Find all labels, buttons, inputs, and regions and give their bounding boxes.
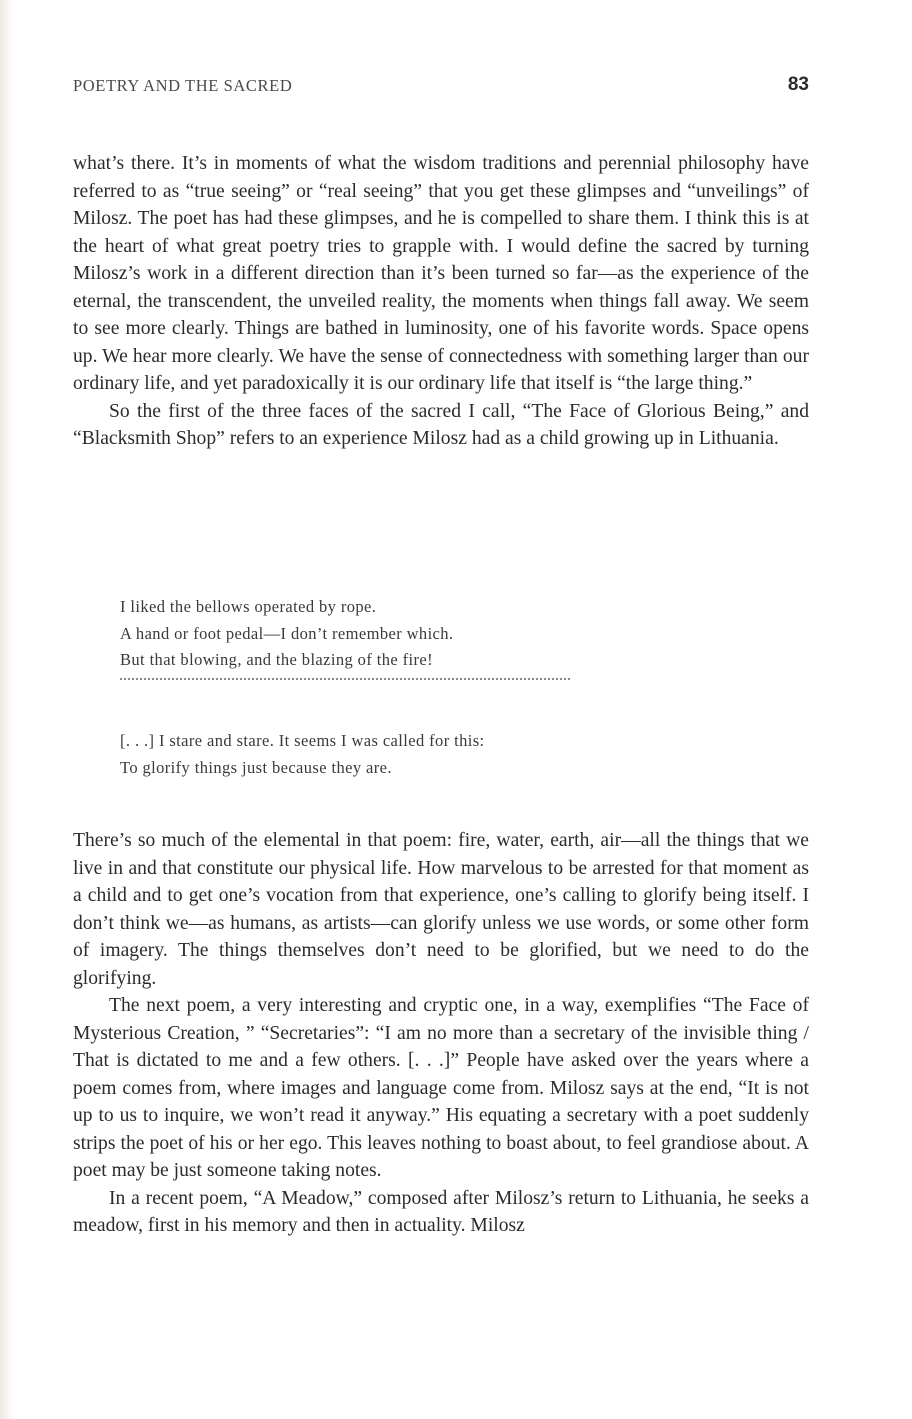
paragraph: So the first of the three faces of the sacred I call, “The Face of Glorious Being,” and “Blacksmith Shop” refers to an experience Milosz had as a child growing up in Lithuania.	[73, 400, 809, 449]
poem-excerpt-stanza-1	[120, 594, 640, 674]
paragraph: There’s so much of the elemental in that poem: fire, water, earth, air—all the things that we live in and that constitute our physical life. How marvelous to be arrested for that moment as a child and to get one’s vocation from that experience, one’s calling to glorify being itself. I don’t think we—as humans, as artists—can glorify unless we use words, or some other form of imagery. The things themselves don’t need to be glorified, but we need to do the glorifying.	[73, 830, 809, 989]
verse-omission-dots	[120, 678, 570, 684]
poem-excerpt-stanza-2	[120, 728, 640, 781]
running-header	[73, 76, 809, 100]
paragraph: The next poem, a very interesting and cryptic one, in a way, exemplifies “The Face of Mysterious Creation, ” “Secretaries”: “I am no more than a secretary of the invisible thing / That is dictated to me and a few others. [. . .]” People have asked over the years where a poem comes from, where images and language come from. Milosz says at the end, “It is not up to us to inquire, we won’t read it anyway.” His equating a secretary with a poet suddenly strips the poet of his or her ego. This leaves nothing to boast about, to feel grandiose about. A poet may be just someone taking notes.	[73, 995, 809, 1181]
verse-line: I liked the bellows operated by rope.	[120, 597, 377, 616]
verse-line: [. . .] I stare and stare. It seems I was called for this:	[120, 731, 485, 750]
paragraph: what’s there. It’s in moments of what the wisdom traditions and perennial philosophy have referred to as “true seeing” or “real seeing” that you get these glimpses and “unveilings” of Milosz. The poet has had these glimpses, and he is compelled to share them. I think this is at the heart of what great poetry tries to grapple with. I would define the sacred by turning Milosz’s work in a different direction than it’s been turned so far—as the experience of the eternal, the transcendent, the unveiled reality, the moments when things fall away. We seem to see more clearly. Things are bathed in luminosity, one of his favorite words. Space opens up. We hear more clearly. We have the sense of connectedness with something larger than our ordinary life, and yet paradoxically it is our ordinary life that itself is “the large thing.”	[73, 153, 809, 394]
body-text-bottom	[73, 827, 809, 1240]
verse-line: But that blowing, and the blazing of the fire!	[120, 650, 434, 669]
running-title: POETRY AND THE SACRED	[73, 76, 293, 95]
verse-line: A hand or foot pedal—I don’t remember which.	[120, 623, 454, 643]
paragraph: In a recent poem, “A Meadow,” composed after Milosz’s return to Lithuania, he seeks a meadow, first in his memory and then in actuality. Milosz	[73, 1187, 809, 1236]
body-text-top	[73, 150, 809, 453]
page-gutter-shadow	[0, 0, 14, 1419]
verse-line: To glorify things just because they are.	[120, 757, 392, 777]
page-number: 83	[787, 74, 809, 95]
